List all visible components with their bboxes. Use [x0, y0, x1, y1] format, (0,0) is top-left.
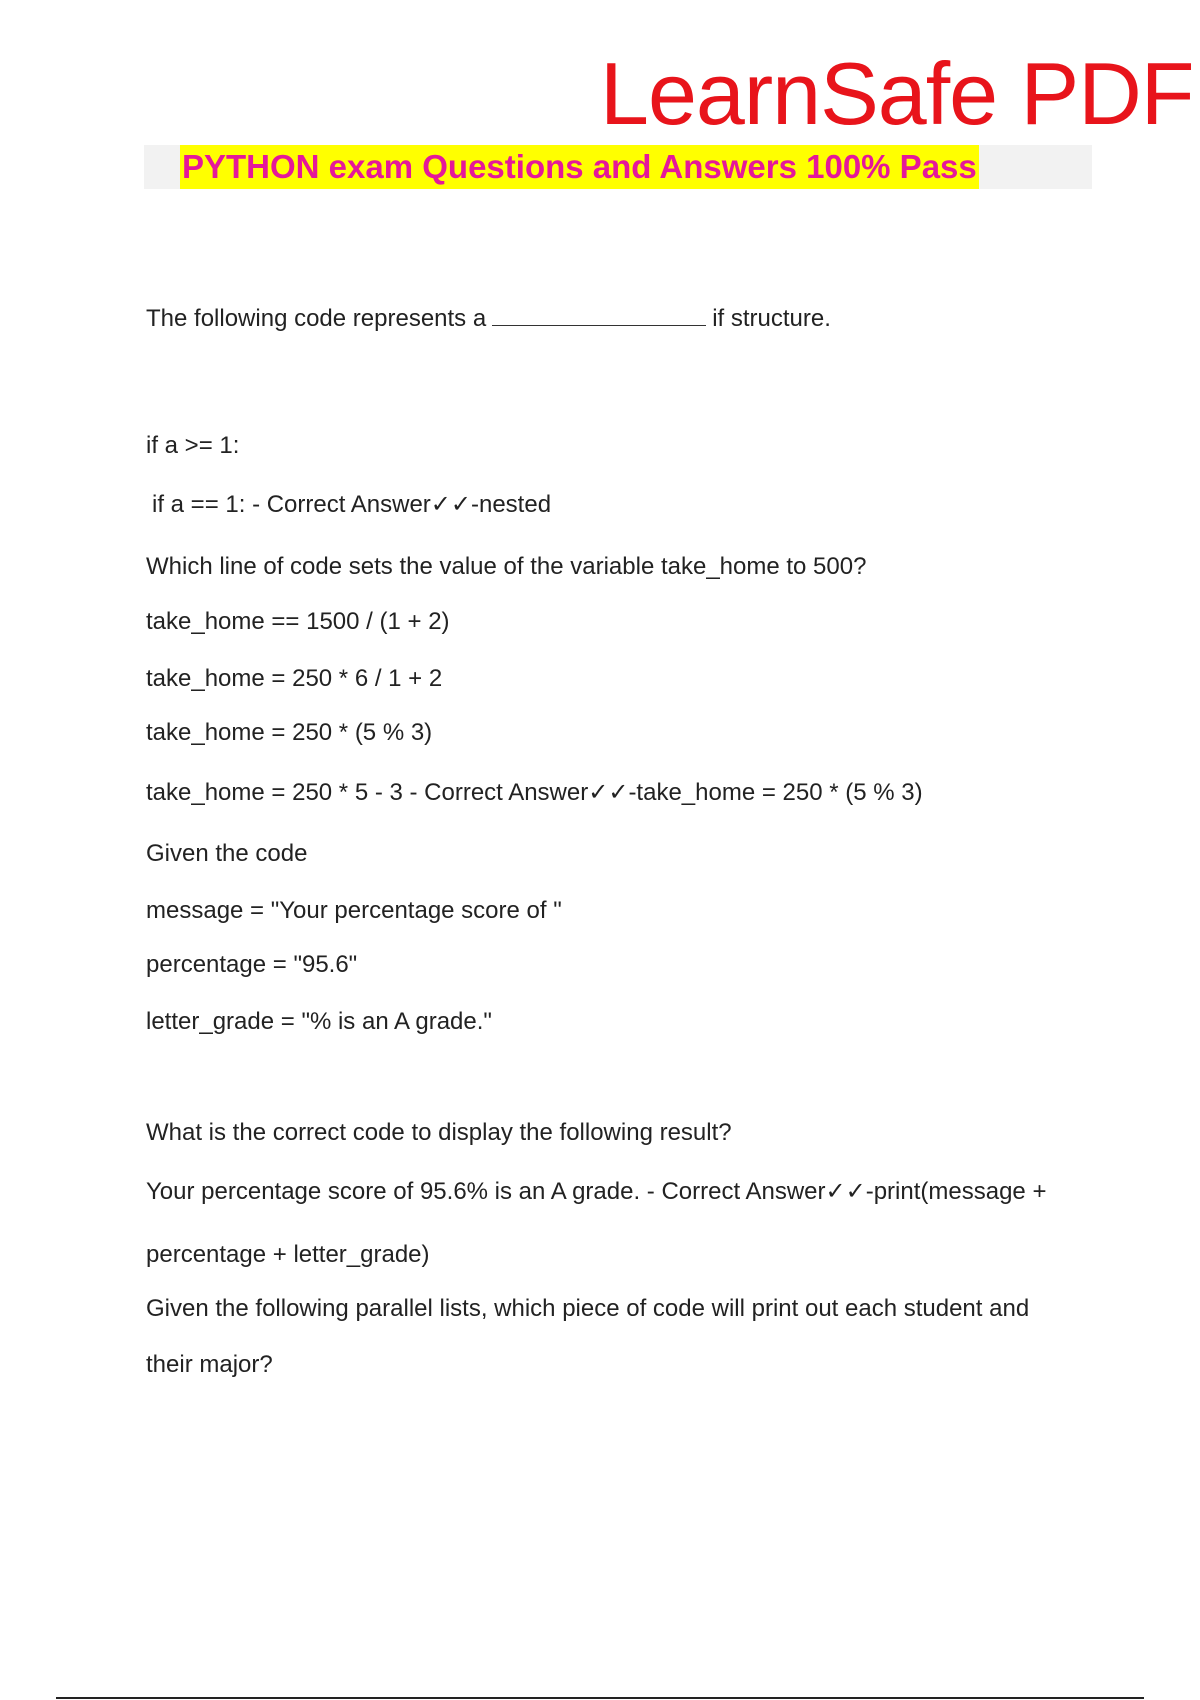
- code-line: letter_grade = "% is an A grade.": [146, 1008, 492, 1035]
- question-1: [146, 304, 831, 334]
- document-title: PYTHON exam Questions and Answers 100% Pass: [180, 145, 979, 189]
- question-3: What is the correct code to display the following result?: [146, 1119, 732, 1146]
- question-3-intro: Given the code: [146, 840, 308, 867]
- footer-rule: [56, 1697, 1144, 1699]
- code-line: message = "Your percentage score of ": [146, 897, 562, 924]
- option-line: take_home == 1500 / (1 + 2): [146, 608, 450, 635]
- question-1-suffix: if structure.: [712, 305, 831, 332]
- option-line: take_home = 250 * 6 / 1 + 2: [146, 665, 443, 692]
- answer-line: percentage + letter_grade): [146, 1241, 430, 1268]
- option-line-answer: take_home = 250 * 5 - 3 - Correct Answer✓✓-take_home = 250 * (5 % 3): [146, 779, 923, 806]
- question-4: Given the following parallel lists, which piece of code will print out each student and: [146, 1295, 1030, 1322]
- answer-blank: [492, 305, 706, 326]
- code-line-answer: if a == 1: - Correct Answer✓✓-nested: [152, 491, 552, 518]
- question-1-prefix: The following code represents a: [146, 305, 487, 332]
- option-line: take_home = 250 * (5 % 3): [146, 719, 433, 746]
- question-4-continued: their major?: [146, 1351, 273, 1378]
- brand-logo: LearnSafe PDF: [600, 44, 1194, 143]
- code-line: percentage = "95.6": [146, 951, 358, 978]
- answer-line: Your percentage score of 95.6% is an A grade. - Correct Answer✓✓-print(message +: [146, 1178, 1047, 1205]
- code-line: if a >= 1:: [146, 432, 240, 459]
- question-2: Which line of code sets the value of the variable take_home to 500?: [146, 553, 867, 580]
